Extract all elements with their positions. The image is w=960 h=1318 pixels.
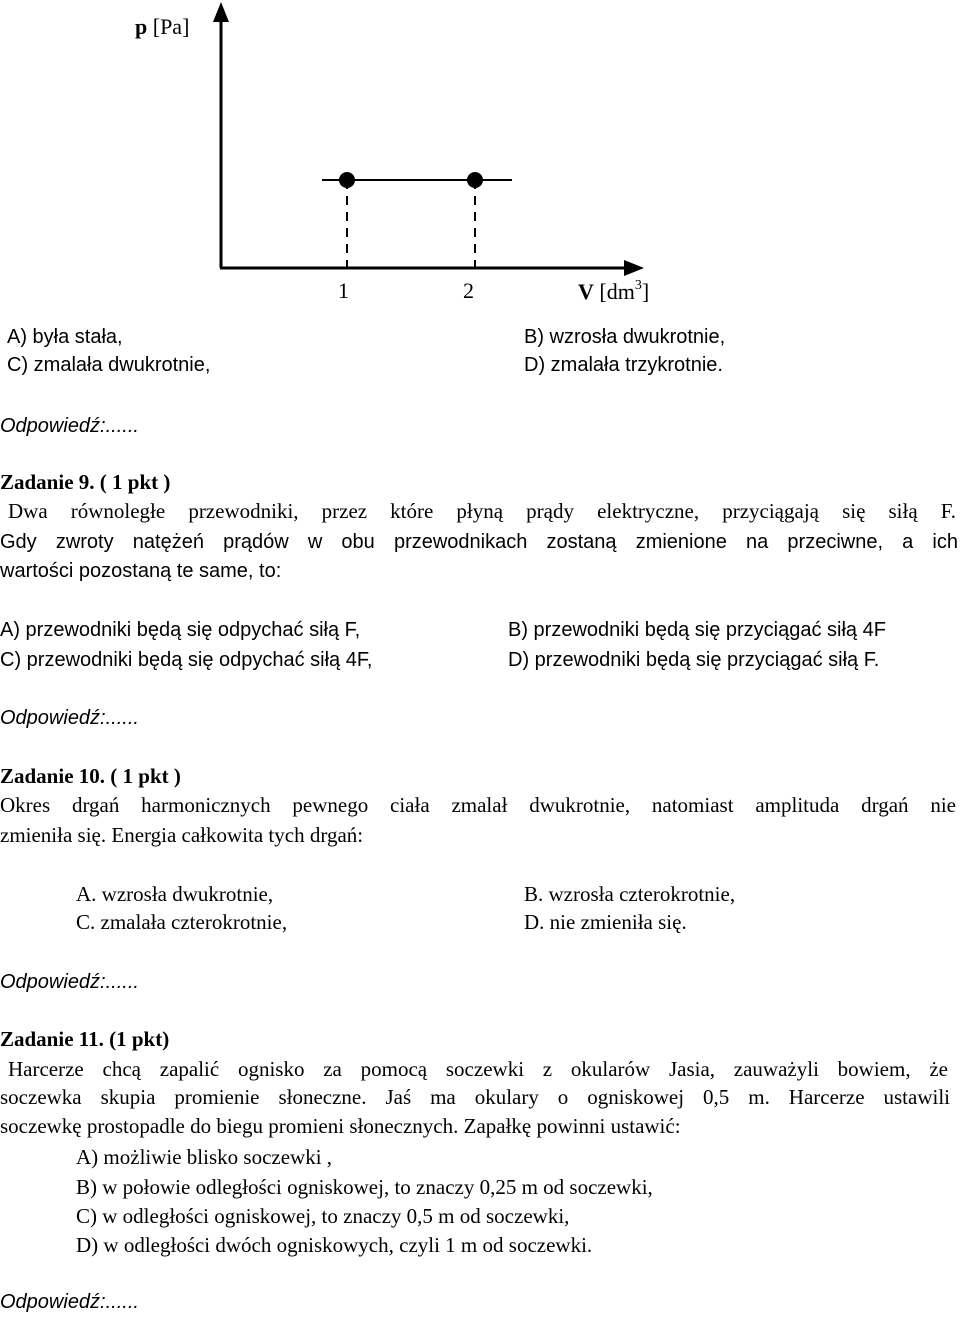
q9-option-c: C) przewodniki będą się odpychać siłą 4F, xyxy=(0,649,373,671)
q9-text-line1: Dwa równoległe przewodniki, przez które płyną prądy elektryczne, przyciągają się siłą F. xyxy=(8,499,956,523)
q11-option-c: C) w odległości ogniskowej, to znaczy 0,5 m od soczewki, xyxy=(76,1204,570,1228)
q11-text-line1: Harcerze chcą zapalić ognisko za pomocą soczewki z okularów Jasia, zauważyli bowiem, że xyxy=(8,1057,948,1081)
q9-answer: Odpowiedź:...... xyxy=(0,707,139,729)
q10-text-line2: zmieniła się. Energia całkowita tych drgań: xyxy=(0,823,364,847)
q9-option-d: D) przewodniki będą się przyciągać siłą F. xyxy=(508,649,880,671)
state-point-1 xyxy=(339,172,355,188)
x-axis-label: V $[dm^3]$ xyxy=(578,278,650,304)
q9-option-a: A) przewodniki będą się odpychać siłą F, xyxy=(0,619,361,641)
q9-text-line3: wartości pozostaną te same, to: xyxy=(0,560,282,582)
q11-option-b: B) w połowie odległości ogniskowej, to znaczy 0,25 m od soczewki, xyxy=(76,1175,653,1199)
q10-option-d: D. nie zmieniła się. xyxy=(524,910,687,934)
q9-title: Zadanie 9. ( 1 pkt ) xyxy=(0,470,171,494)
q10-option-a: A. wzrosła dwukrotnie, xyxy=(76,882,274,906)
q10-option-c: C. zmalała czterokrotnie, xyxy=(76,910,288,934)
q10-answer: Odpowiedź:...... xyxy=(0,971,139,993)
pv-graph xyxy=(0,0,960,310)
q8-option-a: A) była stała, xyxy=(7,326,123,348)
q8-answer: Odpowiedź:...... xyxy=(0,415,139,437)
x-axis-arrow xyxy=(624,260,644,276)
q10-text-line1: Okres drgań harmonicznych pewnego ciała zmalał dwukrotnie, natomiast amplituda drgań nie xyxy=(0,793,956,817)
y-axis-label: p [Pa] xyxy=(135,14,190,39)
q8-option-b: B) wzrosła dwukrotnie, xyxy=(524,326,726,348)
q8-option-c: C) zmalała dwukrotnie, xyxy=(7,354,211,376)
q11-option-d: D) w odległości dwóch ogniskowych, czyli 1 m od soczewki. xyxy=(76,1233,593,1257)
q9-option-b: B) przewodniki będą się przyciągać siłą 4F xyxy=(508,619,886,641)
q11-option-a: A) możliwie blisko soczewki , xyxy=(76,1145,333,1169)
q10-title: Zadanie 10. ( 1 pkt ) xyxy=(0,764,181,788)
state-point-2 xyxy=(467,172,483,188)
q8-option-d: D) zmalała trzykrotnie. xyxy=(524,354,723,376)
q10-option-b: B. wzrosła czterokrotnie, xyxy=(524,882,736,906)
q11-title: Zadanie 11. (1 pkt) xyxy=(0,1027,170,1051)
q11-answer: Odpowiedź:...... xyxy=(0,1291,139,1313)
tick-label-2: 2 xyxy=(463,278,474,303)
tick-label-1: 1 xyxy=(338,278,349,303)
q11-text-line2: soczewka skupia promienie słoneczne. Jaś ma okulary o ogniskowej 0,5 m. Harcerze ustawili xyxy=(0,1085,950,1109)
q9-text-line2: Gdy zwroty natężeń prądów w obu przewodnikach zostaną zmienione na przeciwne, a ich xyxy=(0,531,958,553)
y-axis-arrow xyxy=(213,2,229,22)
q11-text-line3: soczewkę prostopadle do biegu promieni słonecznych. Zapałkę powinni ustawić: xyxy=(0,1114,681,1138)
